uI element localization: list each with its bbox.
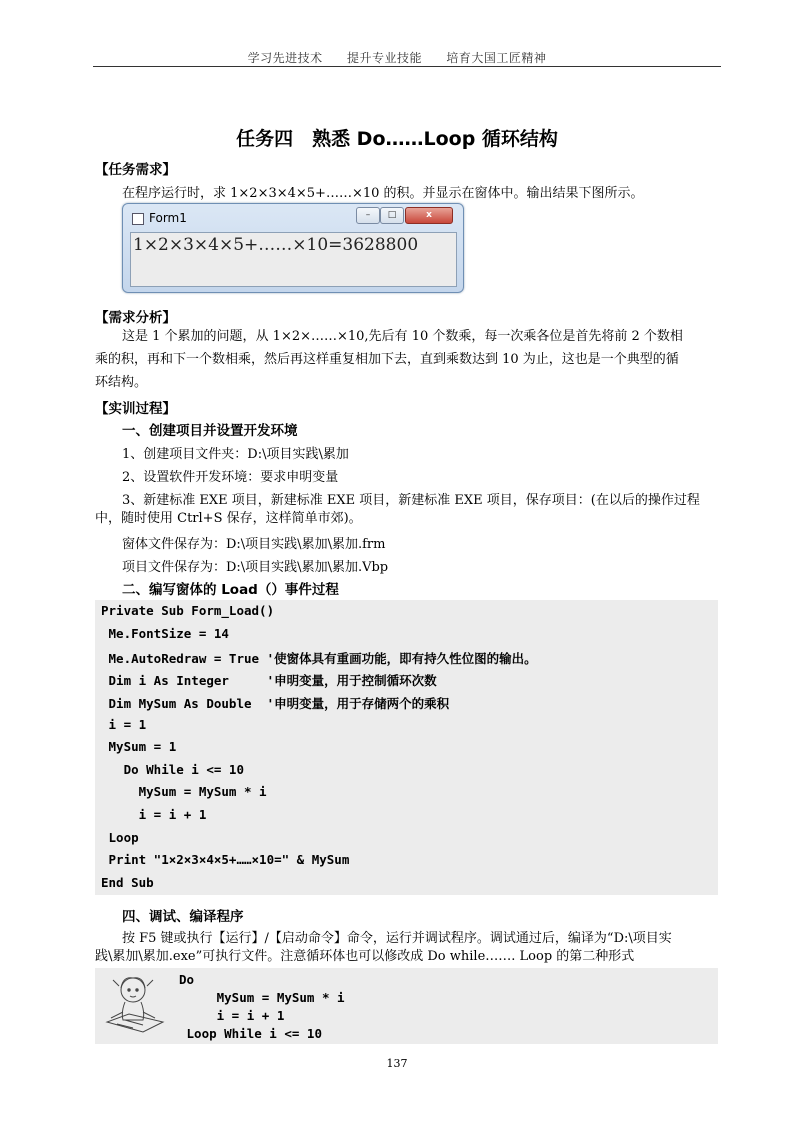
- code-line: Loop While i <= 10: [179, 1026, 322, 1041]
- form-icon: [132, 213, 144, 225]
- window-title: Form1: [149, 211, 187, 225]
- code-block: [95, 600, 718, 895]
- step-heading: 四、调试、编译程序: [122, 909, 244, 925]
- code-line: MySum = MySum * i: [101, 784, 267, 799]
- paragraph: 在程序运行时，求 1×2×3×4×5+……×10 的积。并显示在窗体中。输出结果下图所示。: [122, 186, 644, 201]
- paragraph-line: 乘的积，再和下一个数相乘，然后再这样重复相加下去，直到乘数达到 10 为止，这也是一个典型的循: [95, 352, 679, 367]
- code-line: Do While i <= 10: [101, 762, 244, 777]
- section-heading: 【需求分析】: [95, 310, 176, 326]
- paragraph-line: 环结构。: [95, 375, 148, 390]
- list-item: 1、创建项目文件夹：D:\项目实践\累加: [122, 447, 349, 462]
- list-item: 2、设置软件开发环境：要求申明变量: [122, 470, 339, 485]
- code-line: Dim MySum As Double '申明变量，用于存储两个的乘积: [101, 696, 450, 711]
- code-block-2: [95, 968, 718, 1044]
- header-rule: [93, 66, 721, 67]
- code-line: Do: [179, 972, 195, 987]
- step-heading: 一、创建项目并设置开发环境: [122, 423, 298, 439]
- code-line: Print "1×2×3×4×5+……×10=" & MySum: [101, 852, 350, 867]
- paragraph-line: 践\累加\累加.exe”可执行文件。注意循环体也可以修改成 Do while……. Loop 的第二种形式: [95, 949, 635, 964]
- code-line: Me.AutoRedraw = True '使窗体具有重画功能，即有持久性位图的输出。: [101, 651, 537, 666]
- header-item: 学习先进技术: [247, 51, 323, 65]
- page-header: [0, 49, 794, 66]
- paragraph-line: 这是 1 个累加的问题，从 1×2×……×10,先后有 10 个数乘，每一次乘各位是首先将前 2 个数相: [122, 329, 683, 344]
- save-path: 窗体文件保存为：D:\项目实践\累加\累加.frm: [122, 537, 386, 552]
- header-item: 培育大国工匠精神: [446, 51, 547, 65]
- save-path: 项目文件保存为：D:\项目实践\累加\累加.Vbp: [122, 560, 389, 575]
- code-line: End Sub: [101, 875, 154, 890]
- cartoon-girl-illustration: [103, 972, 167, 1040]
- code-line: Loop: [101, 830, 139, 845]
- header-item: 提升专业技能: [346, 51, 422, 65]
- close-button[interactable]: x: [405, 207, 453, 224]
- paragraph-line: 按 F5 键或执行【运行】/【启动命令】命令，运行并调试程序。调试通过后，编译为“D:\项目实: [122, 931, 672, 946]
- list-item-cont: 中，随时使用 Ctrl+S 保存，这样简单市郊)。: [95, 511, 362, 526]
- minimize-button[interactable]: –: [356, 207, 380, 224]
- page-number: 137: [386, 1057, 408, 1070]
- output-text: 1×2×3×4×5+……×10=3628800: [133, 235, 419, 255]
- code-line: i = i + 1: [179, 1008, 285, 1023]
- list-item: 3、新建标准 EXE 项目，新建标准 EXE 项目，新建标准 EXE 项目，保存项目：(在以后的操作过程: [122, 493, 700, 508]
- form1-window: [122, 203, 464, 293]
- code-line: i = 1: [101, 717, 147, 732]
- code-line: Private Sub Form_Load(): [101, 603, 275, 618]
- page-title: 任务四 熟悉 Do……Loop 循环结构: [236, 128, 558, 150]
- code-line: MySum = 1: [101, 739, 177, 754]
- section-heading: 【任务需求】: [95, 162, 176, 178]
- section-heading: 【实训过程】: [95, 401, 176, 417]
- code-line: MySum = MySum * i: [179, 990, 345, 1005]
- step-heading: 二、编写窗体的 Load（）事件过程: [122, 582, 339, 598]
- code-line: Dim i As Integer '申明变量，用于控制循环次数: [101, 673, 437, 688]
- code-line: Me.FontSize = 14: [101, 626, 229, 641]
- code-line: i = i + 1: [101, 807, 207, 822]
- form-client-area: [130, 232, 457, 287]
- maximize-button[interactable]: □: [380, 207, 404, 224]
